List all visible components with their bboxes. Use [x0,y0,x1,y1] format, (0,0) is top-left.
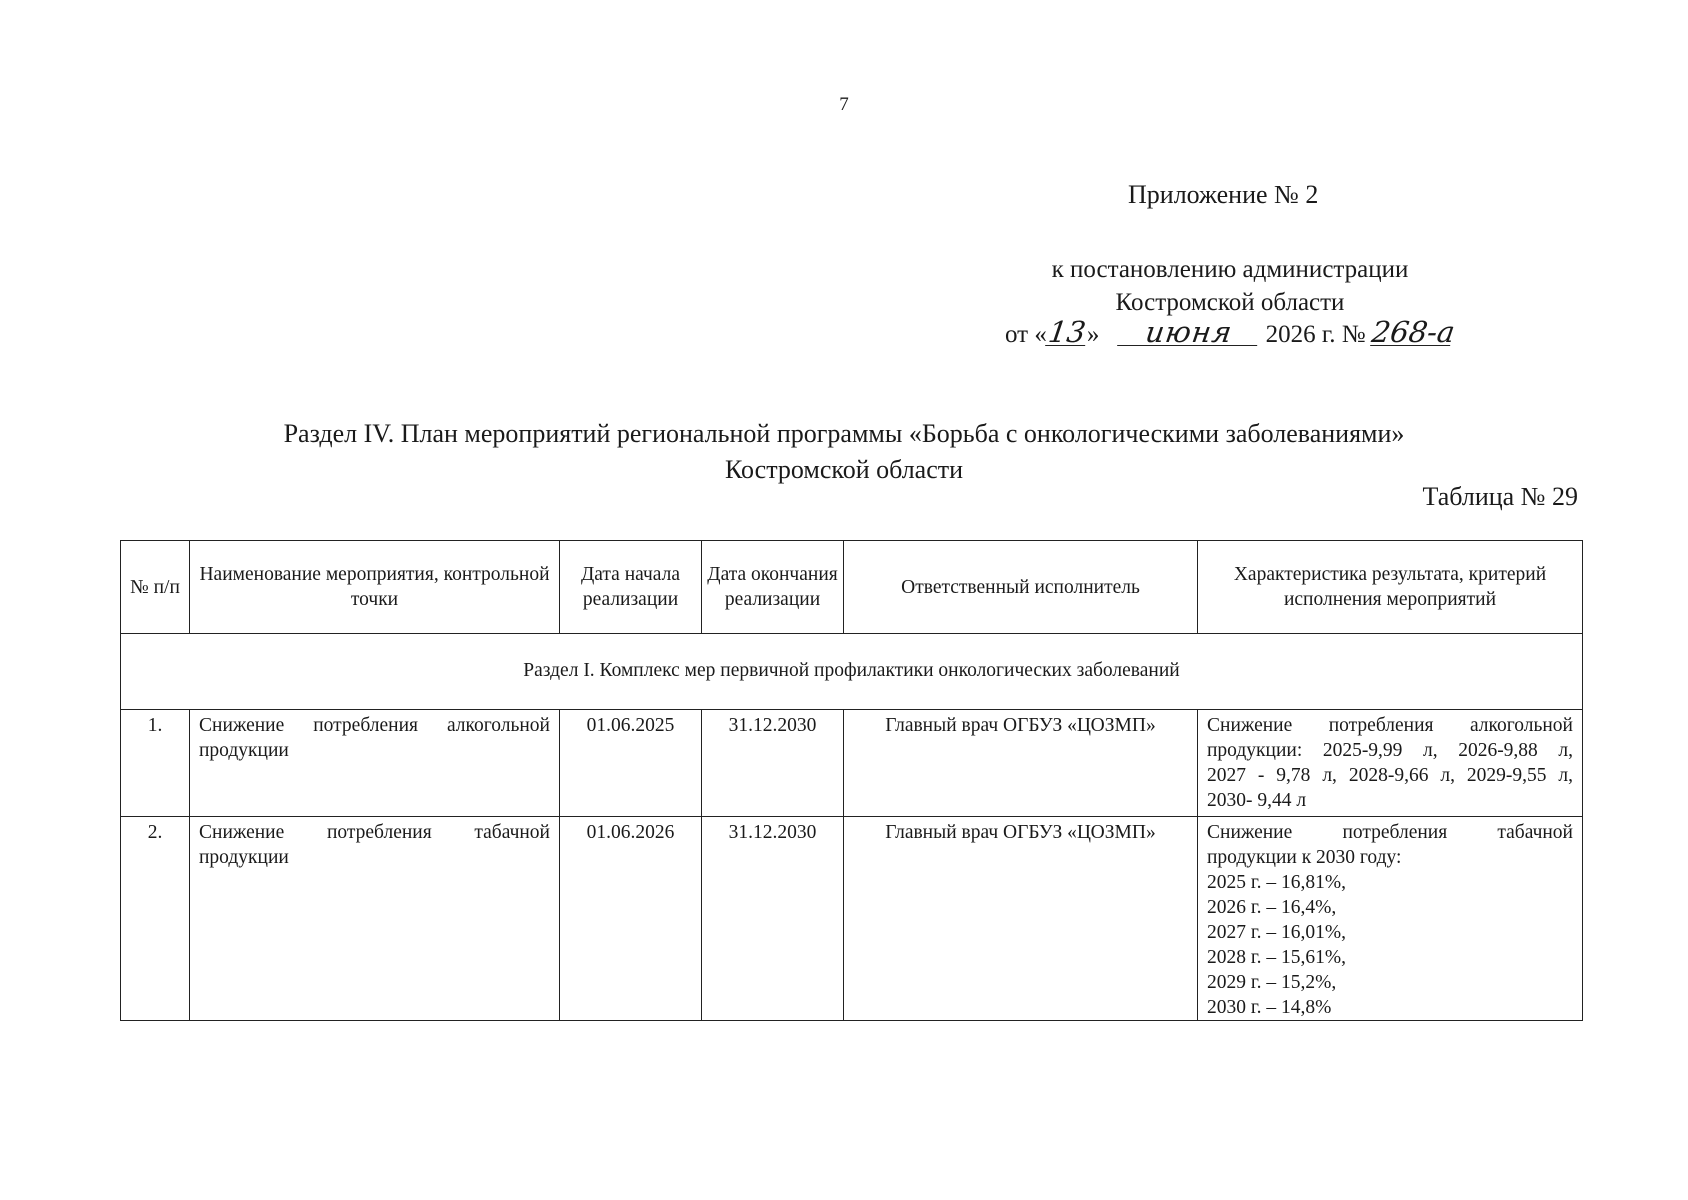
result-line: продукции: 2025-9,99 л, 2026-9,88 л, [1207,740,1573,761]
row-start-date: 01.06.2026 [560,817,702,1021]
result-line: Снижение потребления табачной [1207,822,1573,843]
result-line: 2026 г. – 16,4%, [1207,897,1337,918]
column-header-start-date: Дата начала реализации [560,541,702,634]
result-line: 2028 г. – 15,61%, [1207,947,1347,968]
row-result [1198,817,1583,1021]
section-title-line-1: Раздел IV. План мероприятий региональной программы «Борьба с онкологическими заболеваниями» [283,419,1405,448]
page-number: 7 [839,94,849,115]
section-title [0,416,1688,488]
handwritten-month: июня [1117,319,1261,346]
row-activity-name [190,817,560,1021]
column-header-number: № п/п [121,541,190,634]
row-end-date: 31.12.2030 [702,710,844,817]
result-line: продукции к 2030 году: [1207,847,1402,868]
table-row [121,817,1583,1021]
decree-reference [930,253,1530,319]
row-start-date: 01.06.2025 [560,710,702,817]
appendix-title: Приложение № 2 [1128,180,1319,209]
decree-date-line [1005,315,1457,351]
row-responsible: Главный врач ОГБУЗ «ЦОЗМП» [844,817,1198,1021]
handwritten-number: 268-а [1369,315,1457,349]
table-row [121,710,1583,817]
activity-name-line: продукции [199,847,289,868]
handwritten-day: 13 [1046,315,1088,349]
activity-plan-table [120,540,1583,1021]
result-line: 2029 г. – 15,2%, [1207,972,1337,993]
result-line: 2025 г. – 16,81%, [1207,872,1347,893]
result-line: Снижение потребления алкогольной [1207,715,1573,736]
row-end-date: 31.12.2030 [702,817,844,1021]
column-header-responsible: Ответственный исполнитель [844,541,1198,634]
result-line: 2027 г. – 16,01%, [1207,922,1347,943]
column-header-name: Наименование мероприятия, контрольной точки [190,541,560,634]
decree-line-1: к постановлению администрации [1051,256,1409,283]
row-responsible: Главный врач ОГБУЗ «ЦОЗМП» [844,710,1198,817]
row-activity-name: Снижение потребления алкогольной продукции [190,710,560,817]
date-year: 2026 г. № [1265,321,1366,348]
row-result [1198,710,1583,817]
column-header-result: Характеристика результата, критерий исполнения мероприятий [1198,541,1583,634]
decree-line-2: Костромской области [1115,289,1345,316]
date-mid: » [1086,321,1100,348]
subsection-row [121,634,1583,710]
date-prefix: от « [1005,321,1047,348]
result-line: 2030- 9,44 л [1207,790,1307,811]
subsection-title: Раздел I. Комплекс мер первичной профилактики онкологических заболеваний [121,634,1583,710]
activity-name-line: Снижение потребления табачной [199,822,550,843]
row-number: 1. [121,710,190,817]
column-header-end-date: Дата окончания реализации [702,541,844,634]
table-header-row [121,541,1583,634]
row-number: 2. [121,817,190,1021]
result-line: 2027 - 9,78 л, 2028-9,66 л, 2029-9,55 л, [1207,765,1573,786]
table-number: Таблица № 29 [1422,482,1578,511]
result-line: 2030 г. – 14,8% [1207,997,1332,1018]
section-title-line-2: Костромской области [724,455,964,484]
